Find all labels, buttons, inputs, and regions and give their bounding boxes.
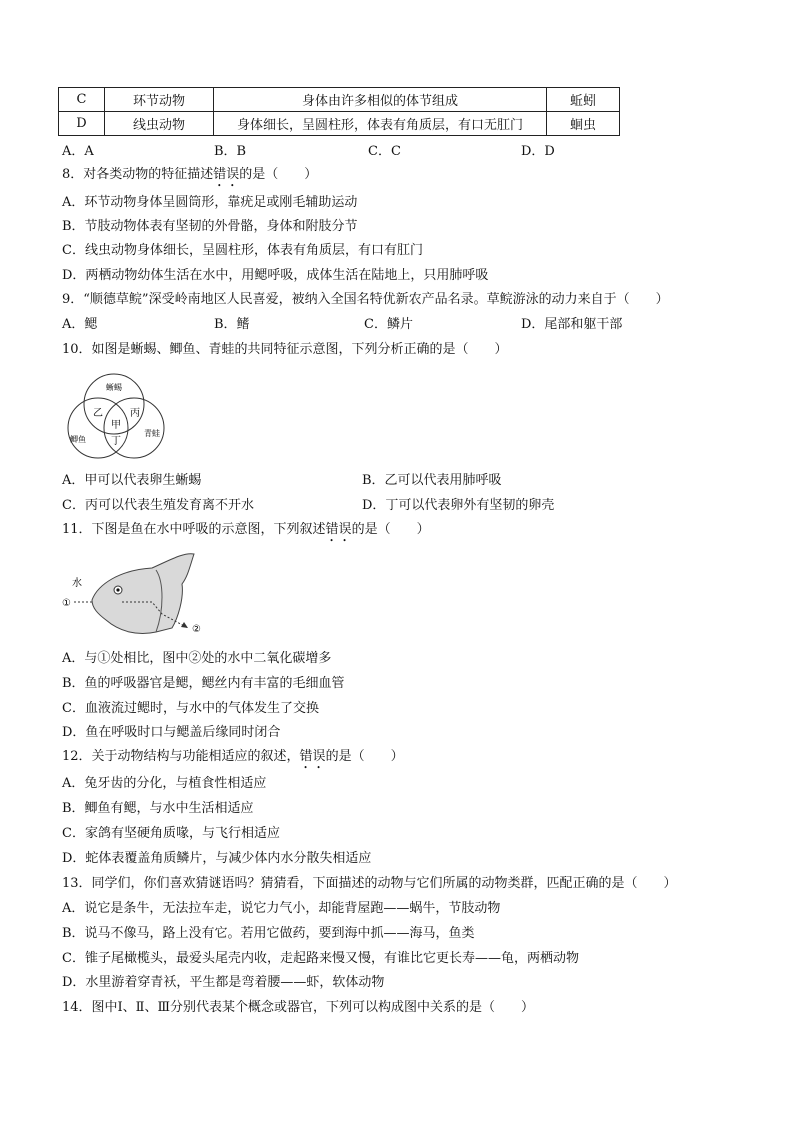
q13-option-c[interactable]: C．锥子尾橄榄头，最爱头尾壳内收，走起路来慢又慢，有谁比它更长寿——龟，两栖动物 — [62, 951, 579, 966]
table-cell: D — [59, 112, 105, 136]
q10-option-a[interactable]: A．甲可以代表卵生蜥蜴 — [62, 473, 202, 488]
table-cell: 身体细长，呈圆柱形，体表有角质层，有口无肛门 — [214, 112, 547, 136]
venn-region-ding: 丁 — [111, 436, 121, 447]
fish-pupil — [116, 588, 119, 591]
fish-body — [92, 554, 194, 634]
venn-label-lizard: 蜥蜴 — [106, 383, 122, 392]
marker-1: ① — [62, 598, 71, 609]
q12-stem: 12．关于动物结构与功能相适应的叙述，错误的是（ ） — [62, 749, 404, 764]
table-cell: 身体由许多相似的体节组成 — [214, 88, 547, 112]
table-cell: 蚯蚓 — [547, 88, 620, 112]
table-row — [59, 88, 620, 112]
q11-option-a[interactable]: A．与①处相比，图中②处的水中二氧化碳增多 — [62, 651, 332, 666]
venn-label-frog: 青蛙 — [144, 429, 160, 438]
water-label: 水 — [72, 578, 82, 589]
table-cell: 环节动物 — [105, 88, 214, 112]
q13-option-d[interactable]: D．水里游着穿青袄，平生都是弯着腰——虾，软体动物 — [62, 975, 385, 990]
q10-option-d[interactable]: D．丁可以代表卵外有坚韧的卵壳 — [362, 498, 555, 513]
q8-option-c[interactable]: C．线虫动物身体细长，呈圆柱形，体表有角质层，有口有肛门 — [62, 243, 423, 258]
table-cell: C — [59, 88, 105, 112]
q7-option-c[interactable]: C．C — [368, 144, 401, 159]
table-cell: 线虫动物 — [105, 112, 214, 136]
q13-option-a[interactable]: A．说它是条牛，无法拉车走，说它力气小，却能背屋跑——蜗牛，节肢动物 — [62, 901, 501, 916]
q13-option-b[interactable]: B．说马不像马，路上没有它。若用它做药，要到海中抓——海马，鱼类 — [62, 926, 475, 941]
q12-option-b[interactable]: B．鲫鱼有鳃，与水中生活相适应 — [62, 801, 254, 816]
marker-2: ② — [192, 624, 201, 635]
animal-feature-table — [58, 87, 620, 136]
q9-option-b[interactable]: B．鳍 — [214, 317, 250, 332]
q11-option-b[interactable]: B．鱼的呼吸器官是鳃，鳃丝内有丰富的毛细血管 — [62, 676, 345, 691]
q12-option-d[interactable]: D．蛇体表覆盖角质鳞片，与减少体内水分散失相适应 — [62, 851, 372, 866]
venn-label-fish: 鲫鱼 — [70, 435, 86, 444]
q7-option-a[interactable]: A．A — [62, 144, 94, 159]
q12-option-a[interactable]: A．兔牙齿的分化，与植食性相适应 — [62, 776, 267, 791]
q9-option-a[interactable]: A．鳃 — [62, 317, 98, 332]
q13-stem: 13．同学们，你们喜欢猜谜语吗？猜猜看，下面描述的动物与它们所属的动物类群，匹配正确的是（ ） — [62, 876, 677, 891]
q8-option-a[interactable]: A．环节动物身体呈圆筒形，靠疣足或刚毛辅助运动 — [62, 195, 358, 210]
q9-option-d[interactable]: D．尾部和躯干部 — [521, 317, 623, 332]
venn-region-bing: 丙 — [130, 408, 140, 419]
q7-option-b[interactable]: B．B — [214, 144, 247, 159]
venn-diagram — [62, 370, 182, 464]
q11-stem: 11．下图是鱼在水中呼吸的示意图，下列叙述错误的是（ ） — [62, 522, 430, 537]
q14-stem: 14．图中Ⅰ、Ⅱ、Ⅲ分别代表某个概念或器官，下列可以构成图中关系的是（ ） — [62, 1000, 535, 1015]
q9-option-c[interactable]: C．鳞片 — [364, 317, 413, 332]
venn-region-jia: 甲 — [111, 420, 121, 431]
table-row — [59, 112, 620, 136]
q8-option-d[interactable]: D．两栖动物幼体生活在水中，用鳃呼吸，成体生活在陆地上，只用肺呼吸 — [62, 268, 489, 283]
q10-option-c[interactable]: C．丙可以代表生殖发育离不开水 — [62, 498, 254, 513]
q7-option-d[interactable]: D．D — [521, 144, 555, 159]
q11-option-c[interactable]: C．血液流过鳃时，与水中的气体发生了交换 — [62, 701, 319, 716]
q11-option-d[interactable]: D．鱼在呼吸时口与鳃盖后缘同时闭合 — [62, 725, 281, 740]
q10-option-b[interactable]: B．乙可以代表用肺呼吸 — [362, 473, 502, 488]
q8-stem: 8．对各类动物的特征描述错误的是（ ） — [62, 167, 318, 182]
q9-stem: 9．“顺德草鲩”深受岭南地区人民喜爱，被纳入全国名特优新农产品名录。草鲩游泳的动力来自于（ ） — [62, 292, 669, 307]
venn-region-yi: 乙 — [93, 408, 103, 419]
fish-breathing-diagram — [60, 548, 220, 644]
q10-stem: 10．如图是蜥蜴、鲫鱼、青蛙的共同特征示意图，下列分析正确的是（ ） — [62, 342, 508, 357]
q8-option-b[interactable]: B．节肢动物体表有坚韧的外骨骼，身体和附肢分节 — [62, 219, 358, 234]
table-cell: 蛔虫 — [547, 112, 620, 136]
q12-option-c[interactable]: C．家鸽有坚硬角质喙，与飞行相适应 — [62, 826, 280, 841]
